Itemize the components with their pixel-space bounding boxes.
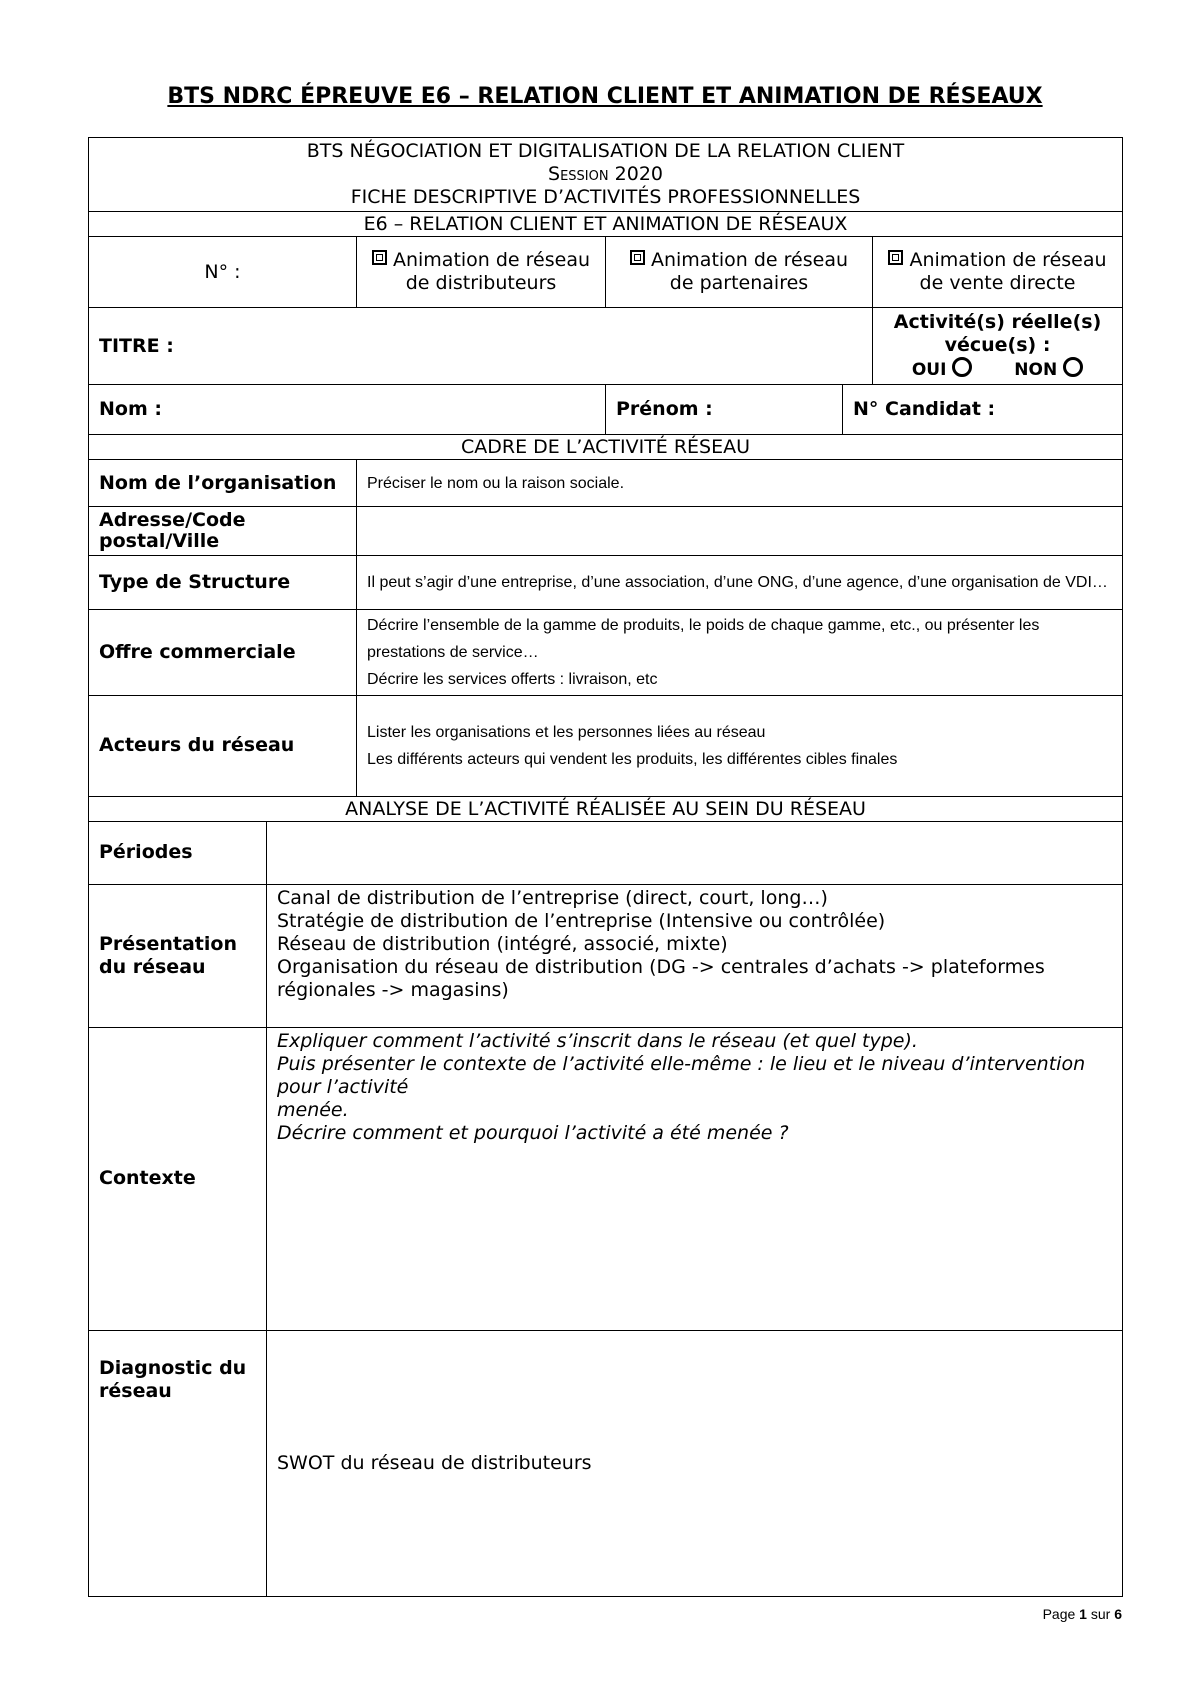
- cadre-label-acteurs: Acteurs du réseau: [89, 695, 357, 796]
- form-subtitle: E6 – RELATION CLIENT ET ANIMATION DE RÉSEAUX: [89, 212, 1123, 237]
- numero-field[interactable]: N° :: [89, 237, 357, 308]
- presentation-label: Présentation du réseau: [89, 884, 267, 1027]
- form-session: Session 2020: [548, 163, 663, 186]
- diagnostic-label: Diagnostic du réseau: [89, 1330, 267, 1596]
- periodes-label: Périodes: [89, 821, 267, 884]
- analyse-heading: ANALYSE DE L’ACTIVITÉ RÉALISÉE AU SEIN DU RÉSEAU: [89, 796, 1123, 821]
- form-table: [88, 137, 1123, 1597]
- cadre-heading: CADRE DE L’ACTIVITÉ RÉSEAU: [89, 435, 1123, 460]
- form-header-line3: FICHE DESCRIPTIVE D’ACTIVITÉS PROFESSIONNELLES: [350, 186, 861, 209]
- diagnostic-value[interactable]: SWOT du réseau de distributeurs: [267, 1330, 1123, 1596]
- option-partenaires[interactable]: Animation de réseau de partenaires: [606, 237, 873, 308]
- cadre-label-adresse: Adresse/Code postal/Ville: [89, 507, 357, 555]
- non-label: NON: [1014, 359, 1058, 380]
- checkbox-icon[interactable]: [888, 250, 903, 265]
- nom-field[interactable]: Nom :: [89, 385, 606, 435]
- cadre-value-acteurs[interactable]: Lister les organisations et les personnes liées au réseau Les différents acteurs qui vendent les produits, les différentes cibles finales: [357, 695, 1123, 796]
- cadre-value-offre[interactable]: Décrire l’ensemble de la gamme de produits, le poids de chaque gamme, etc., ou présenter les prestations de service… Décrire les services offerts : livraison, etc: [357, 609, 1123, 695]
- contexte-value[interactable]: Expliquer comment l’activité s’inscrit dans le réseau (et quel type). Puis présenter le contexte de l’activité elle-même : le lieu et le niveau d’intervention pour l’activité menée. Décrire comment et pourquoi l’activité a été menée ?: [267, 1028, 1123, 1330]
- option-vente-directe[interactable]: Animation de réseau de vente directe: [873, 237, 1123, 308]
- form-header: [89, 138, 1123, 212]
- option-distributeurs[interactable]: Animation de réseau de distributeurs: [357, 237, 606, 308]
- cadre-label-offre: Offre commerciale: [89, 609, 357, 695]
- prenom-field[interactable]: Prénom :: [606, 385, 843, 435]
- radio-non-icon[interactable]: [1063, 357, 1083, 377]
- cadre-value-structure[interactable]: Il peut s’agir d’une entreprise, d’une association, d’une ONG, d’une agence, d’une organisation de VDI…: [357, 555, 1123, 609]
- presentation-value[interactable]: Canal de distribution de l’entreprise (direct, court, long…) Stratégie de distribution de l’entreprise (Intensive ou contrôlée) Réseau de distribution (intégré, associé, mixte) Organisation du réseau de distribution (DG -> centrales d’achats -> plateformes régionales -> magasins): [267, 884, 1123, 1027]
- cadre-label-organisation: Nom de l’organisation: [89, 460, 357, 507]
- cadre-value-adresse[interactable]: [357, 507, 1123, 555]
- titre-field[interactable]: TITRE :: [89, 308, 873, 385]
- cadre-value-organisation[interactable]: Préciser le nom ou la raison sociale.: [357, 460, 1123, 507]
- activite-reelle: [873, 308, 1123, 385]
- candidat-field[interactable]: N° Candidat :: [843, 385, 1123, 435]
- contexte-label: Contexte: [89, 1028, 267, 1330]
- form-header-line1: BTS NÉGOCIATION ET DIGITALISATION DE LA RELATION CLIENT: [306, 140, 905, 163]
- periodes-value[interactable]: [267, 821, 1123, 884]
- activite-label: Activité(s) réelle(s) vécue(s) :: [893, 310, 1102, 356]
- oui-label: OUI: [911, 359, 947, 380]
- radio-oui-icon[interactable]: [952, 357, 972, 377]
- document-title: BTS NDRC ÉPREUVE E6 – RELATION CLIENT ET ANIMATION DE RÉSEAUX: [167, 84, 1043, 109]
- checkbox-icon[interactable]: [372, 250, 387, 265]
- checkbox-icon[interactable]: [630, 250, 645, 265]
- cadre-label-structure: Type de Structure: [89, 555, 357, 609]
- page-number: Page 1 sur 6: [1042, 1606, 1122, 1622]
